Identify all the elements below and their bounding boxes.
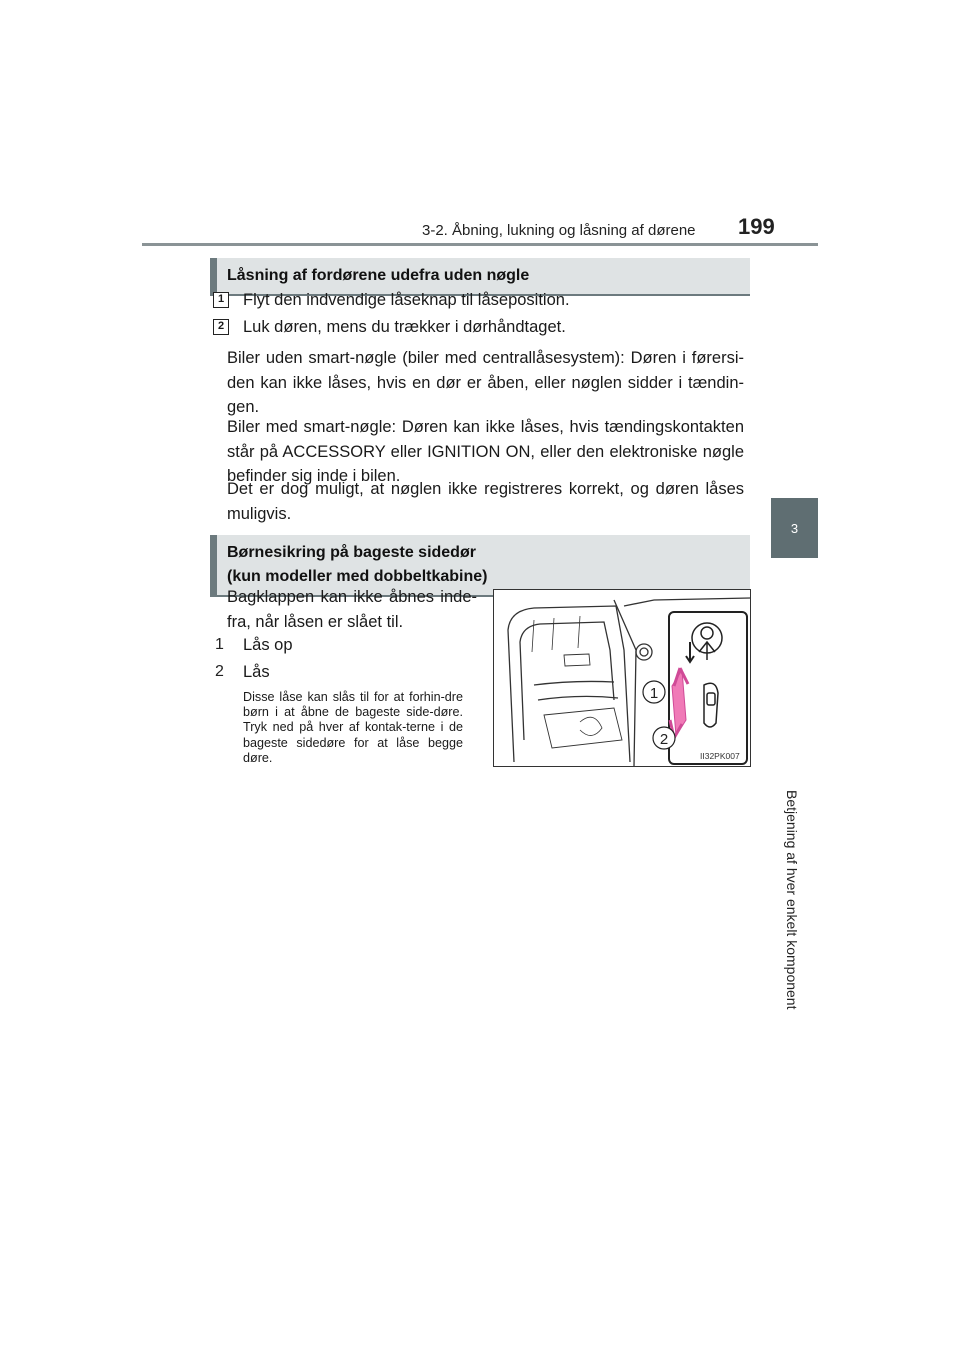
chapter-number: 3	[790, 521, 799, 536]
child-lock-note: Disse låse kan slås til for at forhin-dre børn i at åbne de bageste side-døre. Tryk ned på hver af kontak-terne i de bageste sidedøre for at låse begge døre.	[243, 690, 463, 765]
item-2-text: Lås	[243, 663, 270, 681]
chapter-label: Betjening af hver enkelt komponent	[784, 790, 800, 1010]
item-2-number: 2	[215, 663, 224, 680]
header-rule	[142, 243, 818, 246]
section2-heading-line2: (kun modeller med dobbeltkabine)	[227, 568, 488, 585]
step-1-badge: 1	[213, 292, 229, 308]
step-2-text: Luk døren, mens du trækker i dørhåndtaget.	[243, 318, 566, 336]
figure-callout-2: 2	[659, 731, 669, 748]
header-section-title: 3-2. Åbning, lukning og låsning af dørene	[422, 222, 696, 239]
child-lock-intro: Bagklappen kan ikke åbnes inde-fra, når låsen er slået til.	[227, 588, 477, 631]
section1-heading-text: Låsning af fordørene udefra uden nøgle	[227, 267, 530, 284]
step-1-text: Flyt den indvendige låseknap til låseposition.	[243, 291, 570, 309]
paragraph-no-smart-key: Biler uden smart-nøgle (biler med centrallåsesystem): Døren i førersi-den kan ikke låses, hvis en dør er åben, eller nøglen sidder i tændin-gen.	[227, 349, 744, 416]
section2-heading-line1: Børnesikring på bageste sidedør	[227, 544, 476, 561]
page-number: 199	[738, 214, 775, 239]
figure-code: II32PK007	[700, 751, 740, 761]
figure-callout-1: 1	[649, 685, 659, 702]
door-drawing	[494, 590, 750, 766]
paragraph-note-registration: Det er dog muligt, at nøglen ikke registreres korrekt, og døren låses muligvis.	[227, 480, 744, 523]
paragraph-smart-key: Biler med smart-nøgle: Døren kan ikke låses, hvis tændingskontakten står på ACCESSORY eller IGNITION ON, eller den elektroniske nøgle befinder sig inde i bilen.	[227, 418, 744, 485]
child-lock-illustration	[493, 589, 751, 767]
item-1-text: Lås op	[243, 636, 293, 654]
item-1-number: 1	[215, 636, 224, 653]
step-2-badge: 2	[213, 319, 229, 335]
